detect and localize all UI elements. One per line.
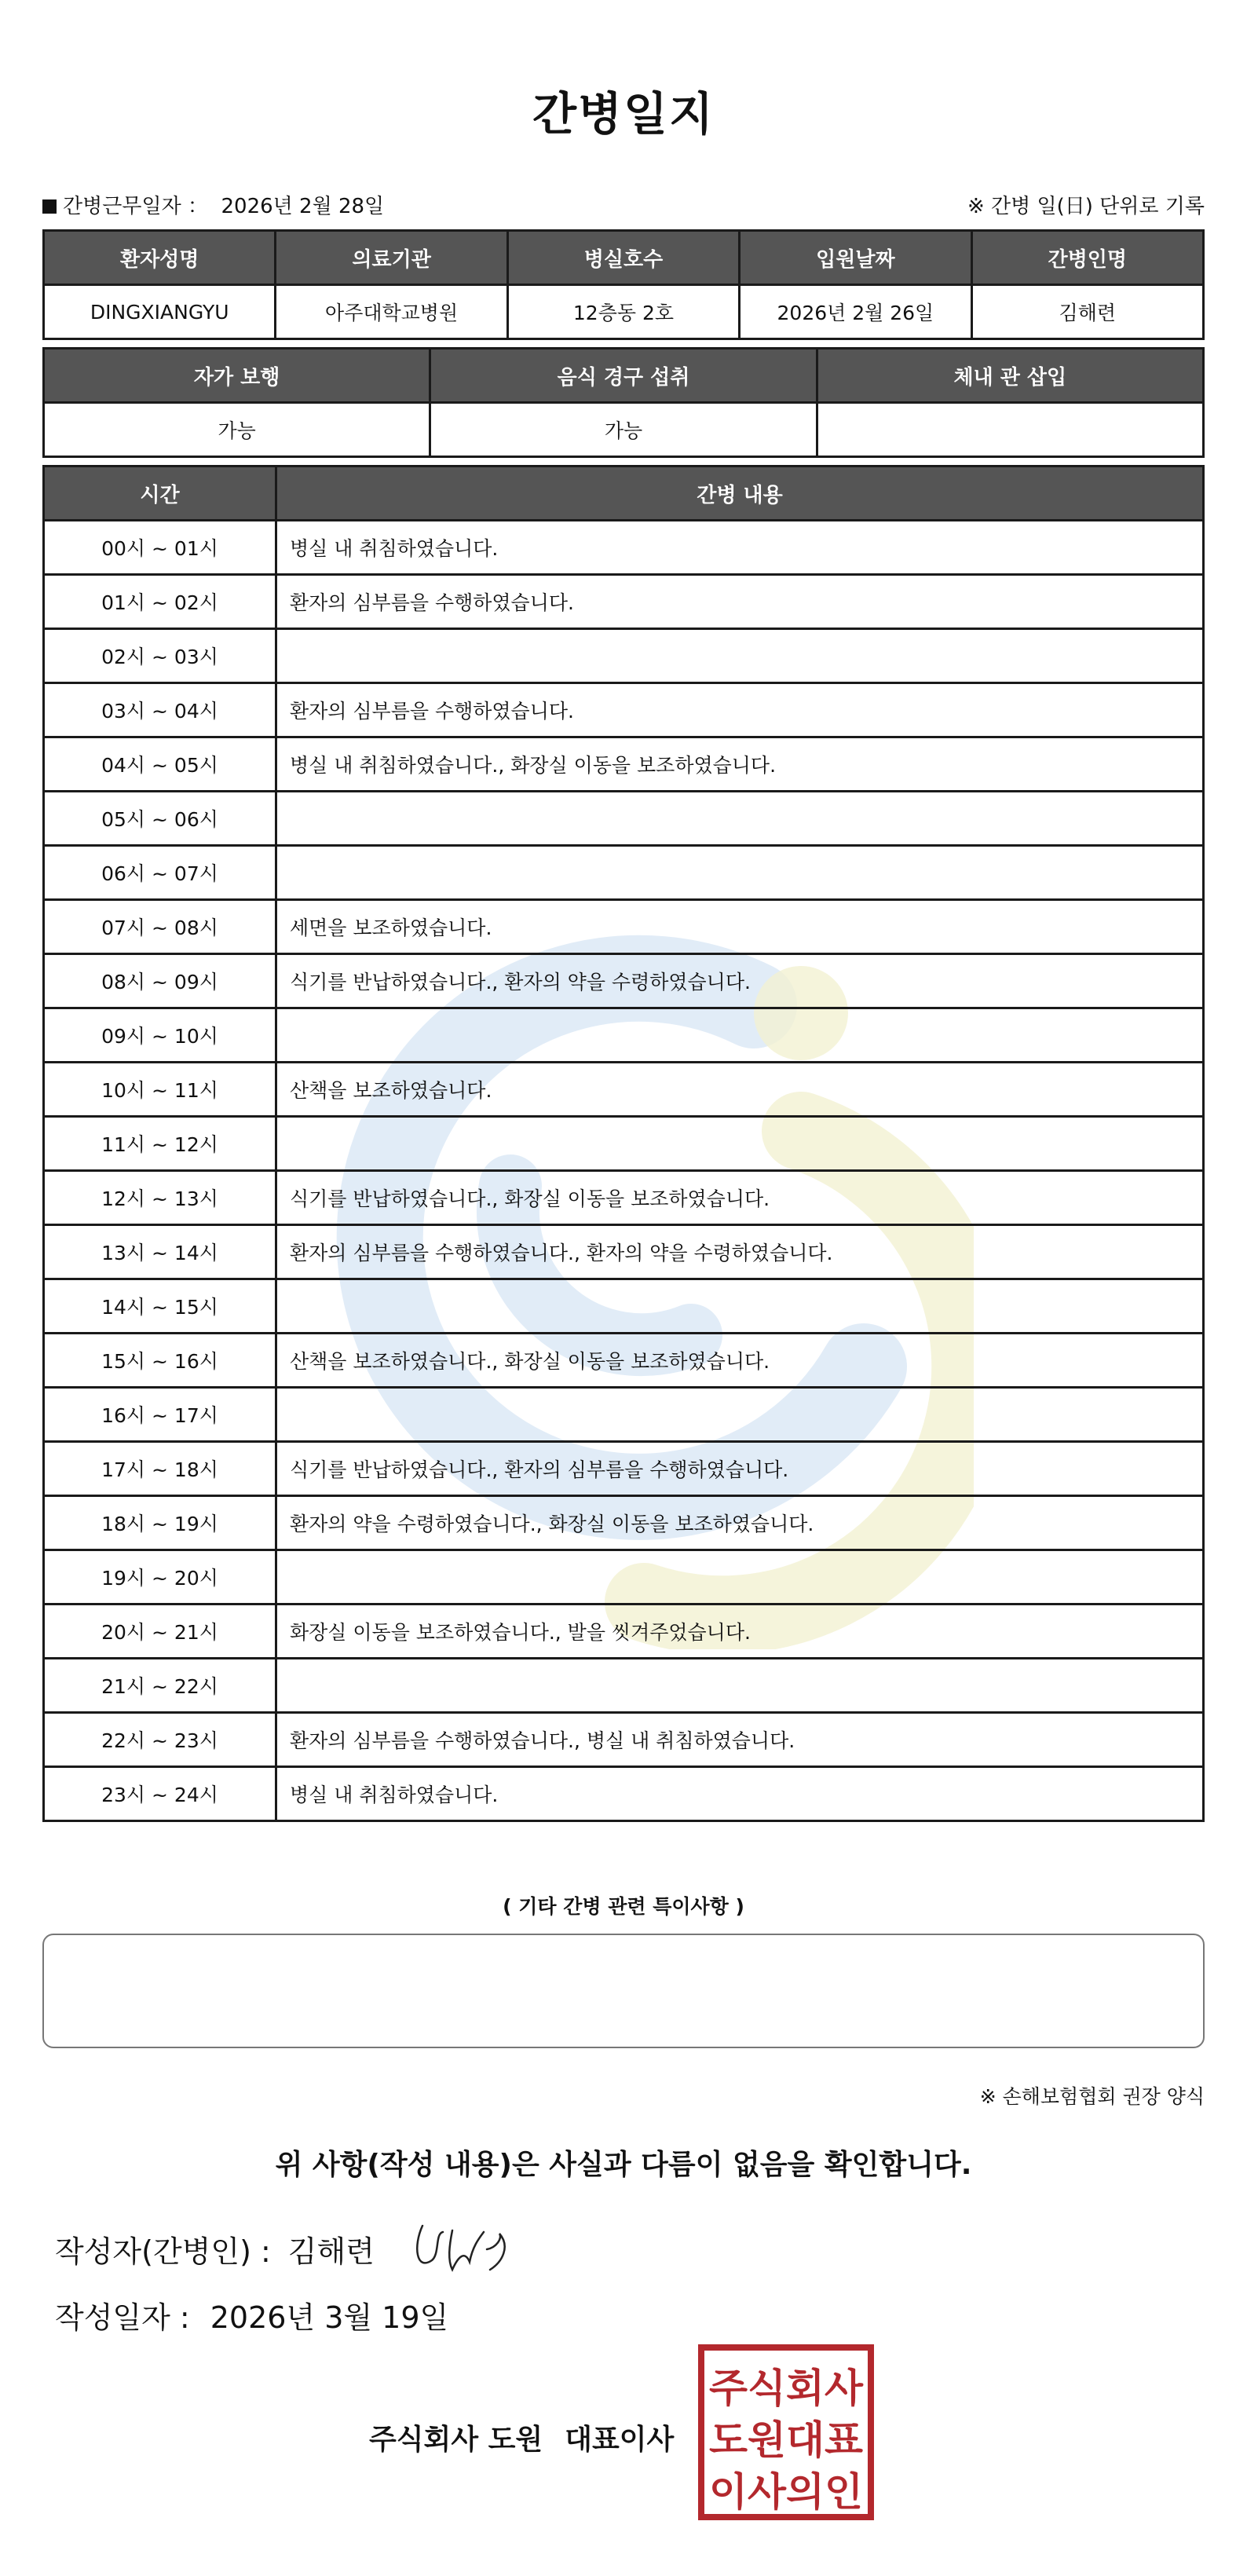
log-content: 환자의 약을 수령하였습니다., 화장실 이동을 보조하였습니다. <box>276 1496 1204 1550</box>
log-content: 산책을 보조하였습니다., 화장실 이동을 보조하였습니다. <box>276 1334 1204 1388</box>
log-content: 환자의 심부름을 수행하였습니다., 병실 내 취침하였습니다. <box>276 1713 1204 1767</box>
table-row <box>44 846 1204 900</box>
table-header-row <box>44 231 1204 285</box>
patient-status-table <box>42 347 1205 458</box>
table-row <box>44 285 1204 339</box>
header-caregiver: 간병인명 <box>971 231 1203 285</box>
log-time: 15시 ~ 16시 <box>44 1334 276 1388</box>
table-row <box>44 1117 1204 1171</box>
log-time: 08시 ~ 09시 <box>44 954 276 1008</box>
patient-info-table <box>42 229 1205 340</box>
log-content: 식기를 반납하였습니다., 환자의 심부름을 수행하였습니다. <box>276 1442 1204 1496</box>
log-time: 05시 ~ 06시 <box>44 792 276 846</box>
table-row <box>44 900 1204 954</box>
table-row <box>44 1225 1204 1279</box>
table-row <box>44 1063 1204 1117</box>
svg-text:이사의인: 이사의인 <box>709 2469 863 2515</box>
log-content: 병실 내 취침하였습니다. <box>276 521 1204 575</box>
company-line <box>369 2417 674 2457</box>
table-row <box>44 1550 1204 1605</box>
log-content <box>276 1279 1204 1334</box>
confirmation-statement: 위 사항(작성 내용)은 사실과 다름이 없음을 확인합니다. <box>275 2149 972 2181</box>
recommendation-note: ※ 손해보험협회 권장 양식 <box>979 2085 1205 2108</box>
header-time: 시간 <box>44 467 276 521</box>
writer-name: 김해련 <box>287 2234 375 2269</box>
log-time: 00시 ~ 01시 <box>44 521 276 575</box>
table-row <box>44 1334 1204 1388</box>
company-name: 주식회사 도원 <box>369 2424 543 2456</box>
table-row <box>44 1388 1204 1442</box>
table-row <box>44 792 1204 846</box>
log-time: 14시 ~ 15시 <box>44 1279 276 1334</box>
log-time: 16시 ~ 17시 <box>44 1388 276 1442</box>
log-time: 03시 ~ 04시 <box>44 683 276 737</box>
log-content <box>276 1008 1204 1063</box>
log-content: 세면을 보조하였습니다. <box>276 900 1204 954</box>
header-tube: 체내 관 삽입 <box>817 349 1203 403</box>
log-time: 04시 ~ 05시 <box>44 737 276 792</box>
log-time: 19시 ~ 20시 <box>44 1550 276 1605</box>
table-row <box>44 683 1204 737</box>
log-time: 09시 ~ 10시 <box>44 1008 276 1063</box>
write-date-value: 2026년 3월 19일 <box>210 2300 449 2335</box>
table-row <box>44 1442 1204 1496</box>
signature-icon <box>408 2215 526 2278</box>
care-log-body <box>44 521 1204 1821</box>
log-content <box>276 792 1204 846</box>
log-time: 13시 ~ 14시 <box>44 1225 276 1279</box>
company-rep: 대표이사 <box>565 2424 675 2456</box>
table-row <box>44 737 1204 792</box>
notes-box <box>42 1934 1205 2048</box>
record-unit-note: ※ 간병 일(日) 단위로 기록 <box>967 195 1205 218</box>
log-time: 12시 ~ 13시 <box>44 1171 276 1225</box>
log-content: 산책을 보조하였습니다. <box>276 1063 1204 1117</box>
table-row <box>44 954 1204 1008</box>
work-date-value: 2026년 2월 28일 <box>221 195 385 218</box>
log-content: 환자의 심부름을 수행하였습니다., 환자의 약을 수령하였습니다. <box>276 1225 1204 1279</box>
log-content: 식기를 반납하였습니다., 화장실 이동을 보조하였습니다. <box>276 1171 1204 1225</box>
table-row <box>44 1659 1204 1713</box>
table-row <box>44 1171 1204 1225</box>
care-log-table <box>42 465 1205 1822</box>
log-content: 병실 내 취침하였습니다. <box>276 1767 1204 1821</box>
log-content: 화장실 이동을 보조하였습니다., 발을 씻겨주었습니다. <box>276 1605 1204 1659</box>
table-row <box>44 1713 1204 1767</box>
table-row <box>44 1767 1204 1821</box>
log-time: 10시 ~ 11시 <box>44 1063 276 1117</box>
work-date <box>42 190 384 219</box>
log-time: 23시 ~ 24시 <box>44 1767 276 1821</box>
company-seal-icon <box>697 2344 875 2521</box>
header-admission-date: 입원날짜 <box>740 231 971 285</box>
log-time: 11시 ~ 12시 <box>44 1117 276 1171</box>
table-row <box>44 629 1204 683</box>
table-row <box>44 1008 1204 1063</box>
write-date-line <box>55 2293 448 2336</box>
table-row <box>44 521 1204 575</box>
log-content <box>276 1659 1204 1713</box>
room-number: 12층동 2호 <box>507 285 739 339</box>
writer-line <box>55 2227 375 2270</box>
log-time: 06시 ~ 07시 <box>44 846 276 900</box>
header-patient-name: 환자성명 <box>44 231 276 285</box>
log-time: 18시 ~ 19시 <box>44 1496 276 1550</box>
log-content: 식기를 반납하였습니다., 환자의 약을 수령하였습니다. <box>276 954 1204 1008</box>
patient-name: DINGXIANGYU <box>44 285 276 339</box>
caregiver-name: 김해련 <box>971 285 1203 339</box>
write-date-label: 작성일자 : <box>55 2300 190 2335</box>
log-time: 01시 ~ 02시 <box>44 575 276 629</box>
svg-text:도원대표: 도원대표 <box>709 2417 864 2463</box>
table-header-row <box>44 467 1204 521</box>
work-date-label: 간병근무일자 ： <box>63 195 208 218</box>
log-content <box>276 629 1204 683</box>
log-content <box>276 1117 1204 1171</box>
log-content: 환자의 심부름을 수행하였습니다. <box>276 575 1204 629</box>
header-hospital: 의료기관 <box>276 231 507 285</box>
admission-date: 2026년 2월 26일 <box>740 285 971 339</box>
log-time: 02시 ~ 03시 <box>44 629 276 683</box>
log-time: 17시 ~ 18시 <box>44 1442 276 1496</box>
page-title: 간병일지 <box>532 87 715 141</box>
table-row <box>44 575 1204 629</box>
meta-row <box>42 190 1205 218</box>
log-content: 병실 내 취침하였습니다., 화장실 이동을 보조하였습니다. <box>276 737 1204 792</box>
log-time: 07시 ~ 08시 <box>44 900 276 954</box>
hospital-name: 아주대학교병원 <box>276 285 507 339</box>
square-bullet-icon <box>42 199 57 214</box>
log-time: 20시 ~ 21시 <box>44 1605 276 1659</box>
notes-title: ( 기타 간병 관련 특이사항 ) <box>503 1895 744 1918</box>
table-header-row <box>44 349 1204 403</box>
table-row <box>44 403 1204 457</box>
tube-status <box>817 403 1203 457</box>
header-care-content: 간병 내용 <box>276 467 1204 521</box>
header-walking: 자가 보행 <box>44 349 430 403</box>
writer-label: 작성자(간병인) : <box>55 2234 271 2269</box>
log-time: 22시 ~ 23시 <box>44 1713 276 1767</box>
log-content <box>276 846 1204 900</box>
table-row <box>44 1496 1204 1550</box>
table-row <box>44 1279 1204 1334</box>
walking-status: 가능 <box>44 403 430 457</box>
log-content <box>276 1388 1204 1442</box>
header-oral-intake: 음식 경구 섭취 <box>430 349 817 403</box>
header-room: 병실호수 <box>507 231 739 285</box>
svg-text:주식회사: 주식회사 <box>709 2366 864 2411</box>
oral-intake-status: 가능 <box>430 403 817 457</box>
log-time: 21시 ~ 22시 <box>44 1659 276 1713</box>
log-content: 환자의 심부름을 수행하였습니다. <box>276 683 1204 737</box>
table-row <box>44 1605 1204 1659</box>
log-content <box>276 1550 1204 1605</box>
